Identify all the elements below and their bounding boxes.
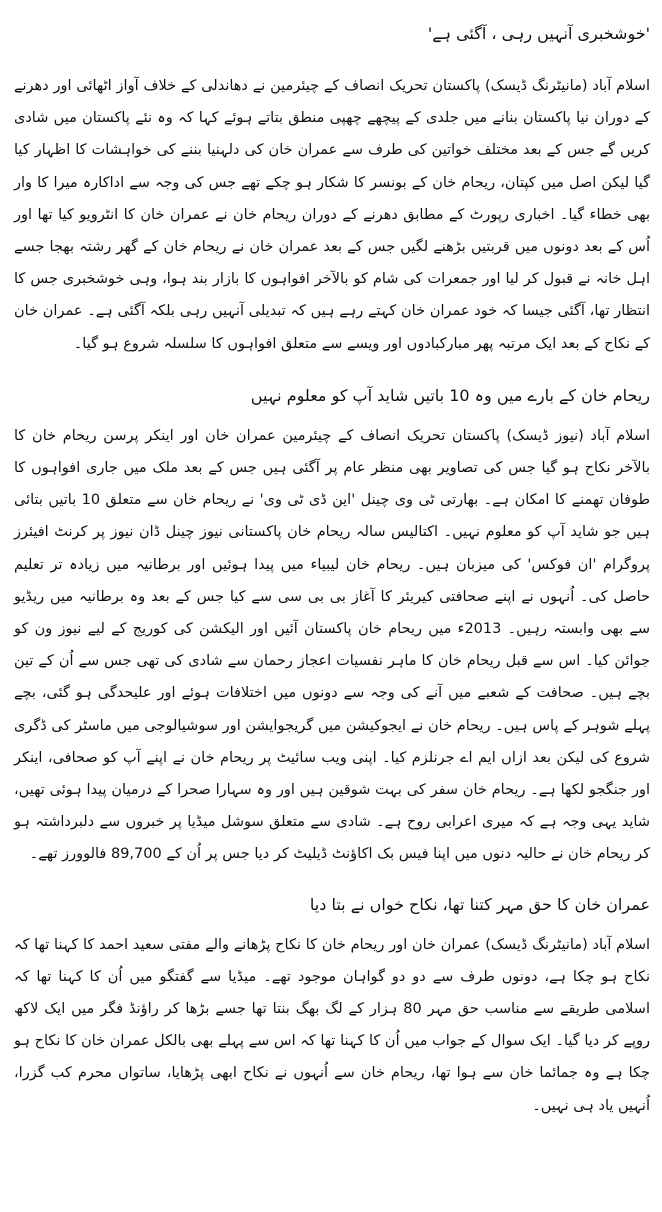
paragraph-ten-facts: اسلام آباد (نیوز ڈیسک) پاکستان تحریک انصاف کے چیئرمین عمران خان اور اینکر پرسن ریحام خان کا بالآخر نکاح ہو گیا جس کی تصاویر بھی منظر عام پر آگئی ہیں جس کے بعد ملک میں جاری افواہوں کا طوفان تھمنے کا امکان ہے۔ بھارتی ٹی وی چینل 'این ڈی ٹی وی' نے ریحام خان سے متعلق 10 باتیں بتائی ہیں جو شاید آپ کو معلوم نہیں۔ اکتالیس سالہ ریحام خان پاکستانی نیوز چینل ڈان نیوز پر کرنٹ افیئرز پروگرام 'ان فوکس' کی میزبان ہیں۔ ریحام خان لیبیاء میں پیدا ہوئیں اور برطانیہ میں زیادہ تر تعلیم حاصل کی۔ اُنہوں نے اپنے صحافتی کیریئر کا آغاز بی بی سی سے کیا جس کے بعد وہ برطانیہ میں ریڈیو سے بھی وابستہ رہیں۔ 2013ء میں ریحام خان پاکستان آئیں اور الیکشن کی کوریج کے لیے نیوز ون کو جوائن کیا۔ اس سے قبل ریحام خان کا ماہر نفسیات اعجاز رحمان سے شادی کی تھی جس سے اُن کے تین بچے ہیں۔ صحافت کے شعبے میں آنے کی وجہ سے دونوں میں اختلافات ہوئے اور علیحدگی ہو گئی، بچے پہلے شوہر کے پاس ہیں۔ ریحام خان نے ایجوکیشن میں گریجوایشن اور سوشیالوجی میں ماسٹر کی ڈگری شروع کی لیکن بعد ازاں ایم اے جرنلزم کیا۔ اپنی ویب سائیٹ پر ریحام خان نے اپنے آپ کو صحافی، اینکر اور جنگجو لکھا ہے۔ ریحام خان سفر کی بہت شوقین ہیں اور وہ سہارا صحرا کے درمیان پیدا ہوئی تھیں، شاید یہی وجہ ہے کہ میری اعرابی روح ہے۔ شادی سے متعلق سوشل میڈیا پر خبروں سے دلبرداشتہ ہو کر ریحام خان نے حالیہ دنوں میں اپنا فیس بک اکاؤنٹ ڈیلیٹ کر دیا جس پر اُن کے 89,700 فالوورز تھے۔ [14,427,650,863]
paragraph-haq-mehr: اسلام آباد (مانیٹرنگ ڈیسک) عمران خان اور ریحام خان کا نکاح پڑھانے والے مفتی سعید احمد کا کہنا تھا کہ نکاح ہو چکا ہے، دونوں طرف سے دو دو گواہان موجود تھے۔ میڈیا سے گفتگو میں اُن کا کہنا تھا کہ اسلامی طریقے سے مناسب حق مہر 80 ہزار کے لگ بھگ بنتا تھا جسے بڑھا کر راؤنڈ فگر میں ایک لاکھ روپے کر دیا گیا۔ ایک سوال کے جواب میں اُن کا کہنا تھا کہ اس سے پہلے بھی بالکل عمران خان کا نکاح ہو چکا ہے وہ جمائما خان سے ہوا تھا، ریحام خان سے اُنہوں نے نکاح ابھی پڑھایا، ساتواں محرم کب گزرا، اُنہیں یاد ہی نہیں۔ [14,936,650,1114]
headline-haq-mehr: عمران خان کا حق مہر کتنا تھا، نکاح خواں نے بتا دیا [309,894,650,914]
headline-good-news: 'خوشخبری آنہیں رہی ، آگئی ہے' [427,24,650,43]
paragraph-wedding-story: اسلام آباد (مانیٹرنگ ڈیسک) پاکستان تحریک انصاف کے چیئرمین نے دھاندلی کے خلاف آواز اٹھائی اور دھرنے کے دوران نیا پاکستان بنانے میں جلدی کے پیچھے چھپی منطق بتاتے ہوئے کہا کہ وہ نئے پاکستان میں شادی کریں گے جس کے بعد مختلف خواتین کی طرف سے عمران خان کی دلہنیا بننے کی خواہشات کا اظہار کیا گیا لیکن اصل میں کپتان، ریحام خان کے بونسر کا شکار ہو چکے تھے جس کی وجہ سے اداکارہ میرا کا وار بھی خطاء گیا۔ اخباری رپورٹ کے مطابق دھرنے کے دوران ریحام خان نے عمران خان کا انٹرویو کیا تھا اور اُس کے بعد دونوں میں قربتیں بڑھنے لگیں جس کے بعد عمران خان نے ریحام خان کے گھر رشتہ بھجا جسے اہل خانہ نے قبول کر لیا اور جمعرات کی شام کو بالآخر افواہوں کا بازار بند ہوا، وہی خوشخبری جس کا انتظار تھا، آگئی جیسا کہ خود عمران خان کہتے رہے ہیں کہ تبدیلی آنہیں رہی بلکہ آگئی ہے۔ عمران خان کے نکاح کے بعد ایک مرتبہ پھر مبارکبادوں اور ویسے سے متعلق افواہوں کا سلسلہ شروع ہو گیا۔ [14,78,650,352]
headline-ten-facts: ریحام خان کے بارے میں وہ 10 باتیں شاید آپ کو معلوم نہیں [250,385,650,405]
